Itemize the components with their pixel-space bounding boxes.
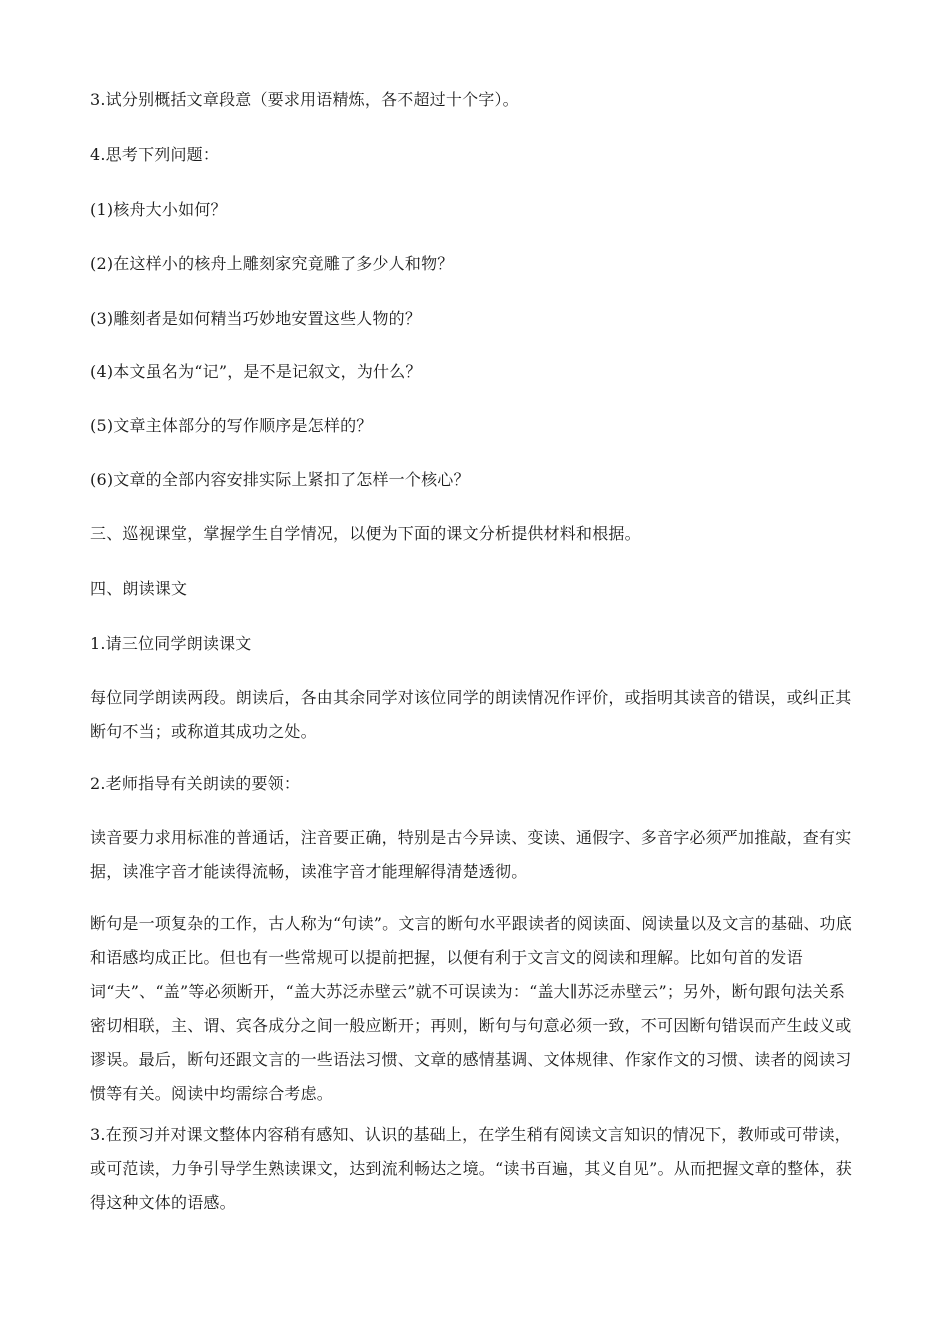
paragraph-sentence-breaking: 断句是一项复杂的工作，古人称为“句读”。文言的断句水平跟读者的阅读面、阅读量以及文言的基础、功底和语感均成正比。但也有一些常规可以提前把握，以便有利于文言文的阅读和理解。比如句首的发语词“夫”、“盖”等必须断开，“盖大苏泛赤壁云”就不可误读为：“盖大∥苏泛赤壁云”；另外，断句跟句法关系密切相联，主、谓、宾各成分之间一般应断开；再则，断句与句意必须一致，不可因断句错误而产生歧义或谬误。最后，断句还跟文言的一些语法习惯、文章的感情基调、文体规律、作家作文的习惯、读者的阅读习惯等有关。阅读中均需综合考虑。 xyxy=(90,914,852,1103)
item-4-questions-heading: 4.思考下列问题： xyxy=(90,145,220,164)
question-2: (2)在这样小的核舟上雕刻家究竟雕了多少人和物？ xyxy=(90,254,454,273)
question-1: (1)核舟大小如何？ xyxy=(90,200,227,219)
question-5: (5)文章主体部分的写作顺序是怎样的？ xyxy=(90,416,373,435)
question-6: (6)文章的全部内容安排实际上紧扣了怎样一个核心？ xyxy=(90,470,470,489)
section-4-heading: 四、朗读课文 xyxy=(90,579,188,598)
paragraph-reading-evaluation: 每位同学朗读两段。朗读后，各由其余同学对该位同学的朗读情况作评价，或指明其读音的错误，或纠正其断句不当；或称道其成功之处。 xyxy=(90,688,852,741)
step-1-heading: 1.请三位同学朗读课文 xyxy=(90,634,252,653)
paragraph-step-3-reading: 3.在预习并对课文整体内容稍有感知、认识的基础上，在学生稍有阅读文言知识的情况下，教师或可带读，或可范读，力争引导学生熟读课文，达到流利畅达之境。“读书百遍，其义自见”。从而把握文章的整体，获得这种文体的语感。 xyxy=(90,1125,852,1212)
paragraph-pronunciation: 读音要力求用标准的普通话，注音要正确，特别是古今异读、变读、通假字、多音字必须严加推敲，查有实据，读准字音才能读得流畅，读准字音才能理解得清楚透彻。 xyxy=(90,828,852,881)
section-3-heading: 三、巡视课堂，掌握学生自学情况，以便为下面的课文分析提供材料和根据。 xyxy=(90,524,641,543)
item-3-summarize: 3.试分别概括文章段意（要求用语精炼，各不超过十个字）。 xyxy=(90,90,519,109)
step-2-heading: 2.老师指导有关朗读的要领： xyxy=(90,774,301,793)
question-4: (4)本文虽名为“记”，是不是记叙文，为什么？ xyxy=(90,362,422,381)
question-3: (3)雕刻者是如何精当巧妙地安置这些人物的？ xyxy=(90,309,422,328)
